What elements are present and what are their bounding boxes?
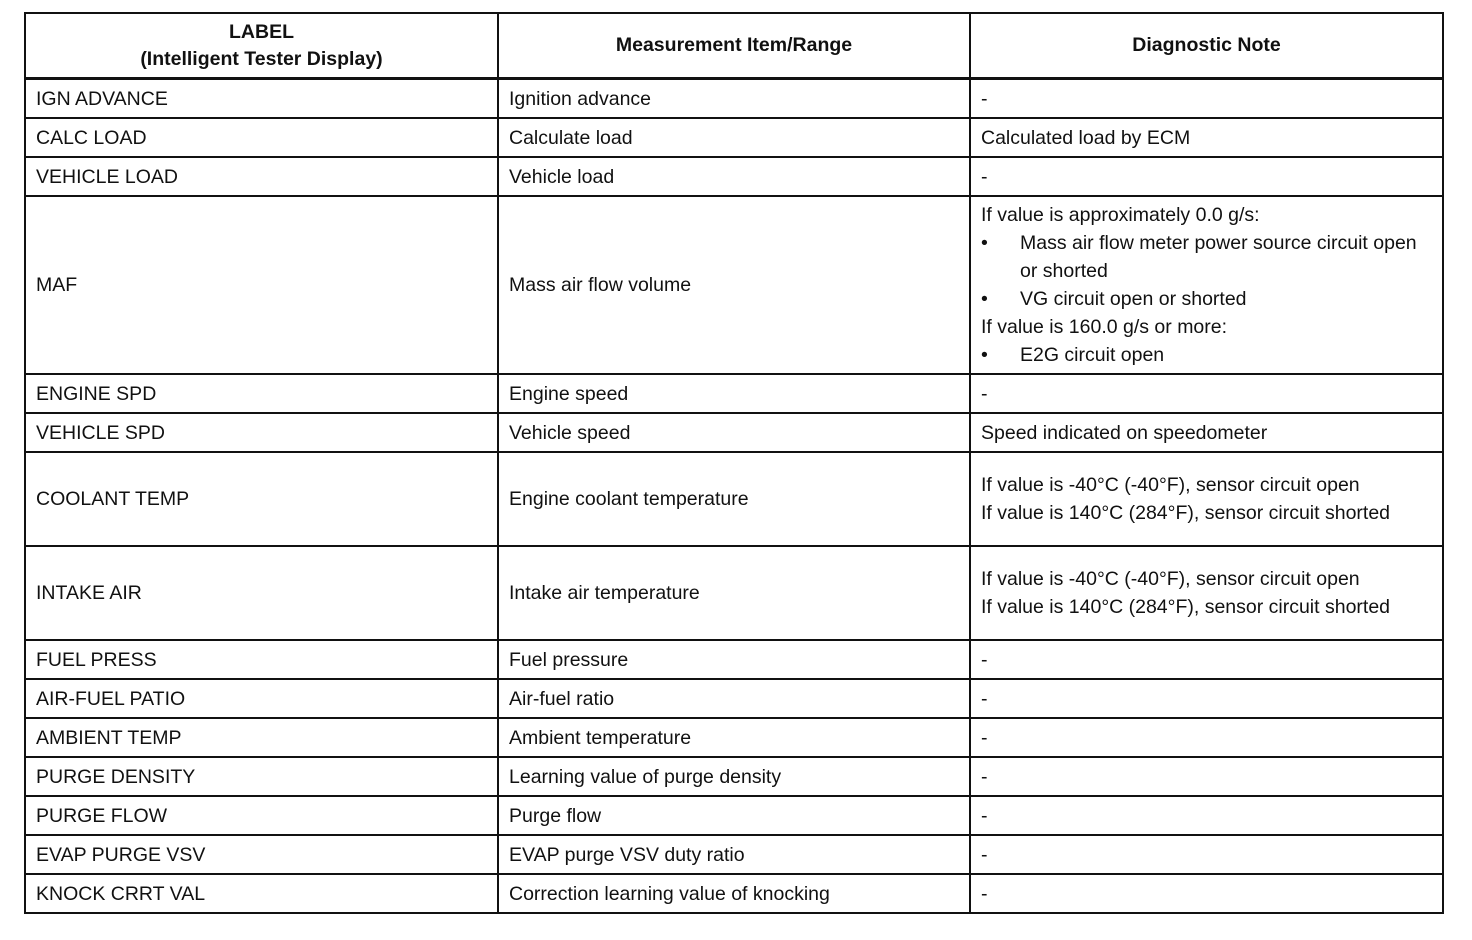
header-measurement: Measurement Item/Range	[498, 13, 970, 79]
table-row	[25, 196, 1443, 374]
table-row	[25, 874, 1443, 913]
table-row	[25, 118, 1443, 157]
cell-note: -	[970, 640, 1443, 679]
cell-label: AMBIENT TEMP	[25, 718, 498, 757]
diagnostic-data-table	[24, 12, 1444, 914]
cell-measurement: Purge flow	[498, 796, 970, 835]
cell-label: MAF	[25, 196, 498, 374]
table-row	[25, 413, 1443, 452]
cell-measurement: Ambient temperature	[498, 718, 970, 757]
cell-label: VEHICLE LOAD	[25, 157, 498, 196]
cell-note: -	[970, 157, 1443, 196]
cell-label: VEHICLE SPD	[25, 413, 498, 452]
header-label-line2: (Intelligent Tester Display)	[140, 47, 383, 70]
note-line: If value is -40°C (-40°F), sensor circuit open	[981, 568, 1360, 590]
cell-note	[970, 196, 1443, 374]
bullet-text: Mass air flow meter power source circuit open or shorted	[1020, 232, 1417, 282]
bullet-icon: •	[981, 232, 988, 254]
cell-measurement: EVAP purge VSV duty ratio	[498, 835, 970, 874]
note-intro: If value is approximately 0.0 g/s:	[981, 204, 1260, 226]
table-row	[25, 796, 1443, 835]
bullet-text: VG circuit open or shorted	[1020, 288, 1247, 310]
bullet-icon: •	[981, 288, 988, 310]
cell-measurement: Calculate load	[498, 118, 970, 157]
cell-note: Speed indicated on speedometer	[970, 413, 1443, 452]
cell-note: Calculated load by ECM	[970, 118, 1443, 157]
cell-label: EVAP PURGE VSV	[25, 835, 498, 874]
cell-measurement: Engine speed	[498, 374, 970, 413]
table-row	[25, 157, 1443, 196]
cell-measurement: Engine coolant temperature	[498, 452, 970, 546]
header-label	[25, 13, 498, 79]
header-diagnostic-note: Diagnostic Note	[970, 13, 1443, 79]
table-row	[25, 546, 1443, 640]
note-line: If value is 140°C (284°F), sensor circuit shorted	[981, 502, 1391, 524]
bullet-text: E2G circuit open	[1020, 344, 1165, 366]
table-header-row	[25, 13, 1443, 79]
table-row	[25, 679, 1443, 718]
note-line: If value is 140°C (284°F), sensor circuit shorted	[981, 596, 1391, 618]
table-row	[25, 835, 1443, 874]
cell-label: INTAKE AIR	[25, 546, 498, 640]
cell-label: CALC LOAD	[25, 118, 498, 157]
cell-note: -	[970, 757, 1443, 796]
cell-label: AIR-FUEL PATIO	[25, 679, 498, 718]
table-row	[25, 79, 1443, 119]
cell-note: -	[970, 835, 1443, 874]
cell-note: -	[970, 374, 1443, 413]
table-row	[25, 452, 1443, 546]
note-intro: If value is 160.0 g/s or more:	[981, 316, 1228, 338]
table-row	[25, 718, 1443, 757]
cell-label: ENGINE SPD	[25, 374, 498, 413]
cell-note: -	[970, 796, 1443, 835]
cell-note: -	[970, 79, 1443, 119]
note-bullet-item	[981, 285, 1432, 313]
note-bullet-item	[981, 341, 1432, 369]
cell-measurement: Fuel pressure	[498, 640, 970, 679]
cell-note: -	[970, 718, 1443, 757]
cell-measurement: Correction learning value of knocking	[498, 874, 970, 913]
cell-measurement: Learning value of purge density	[498, 757, 970, 796]
cell-label: PURGE FLOW	[25, 796, 498, 835]
cell-label: PURGE DENSITY	[25, 757, 498, 796]
note-bullet-item	[981, 229, 1432, 285]
header-label-line1: LABEL	[229, 20, 294, 43]
cell-note	[970, 546, 1443, 640]
cell-note: -	[970, 679, 1443, 718]
cell-measurement: Vehicle speed	[498, 413, 970, 452]
note-line: If value is -40°C (-40°F), sensor circuit open	[981, 474, 1360, 496]
table-row	[25, 374, 1443, 413]
cell-label: FUEL PRESS	[25, 640, 498, 679]
cell-measurement: Intake air temperature	[498, 546, 970, 640]
cell-measurement: Vehicle load	[498, 157, 970, 196]
cell-measurement: Air-fuel ratio	[498, 679, 970, 718]
table-row	[25, 757, 1443, 796]
cell-measurement: Mass air flow volume	[498, 196, 970, 374]
cell-measurement: Ignition advance	[498, 79, 970, 119]
cell-label: IGN ADVANCE	[25, 79, 498, 119]
cell-note: -	[970, 874, 1443, 913]
bullet-icon: •	[981, 344, 988, 366]
cell-label: KNOCK CRRT VAL	[25, 874, 498, 913]
cell-note	[970, 452, 1443, 546]
table-row	[25, 640, 1443, 679]
cell-label: COOLANT TEMP	[25, 452, 498, 546]
